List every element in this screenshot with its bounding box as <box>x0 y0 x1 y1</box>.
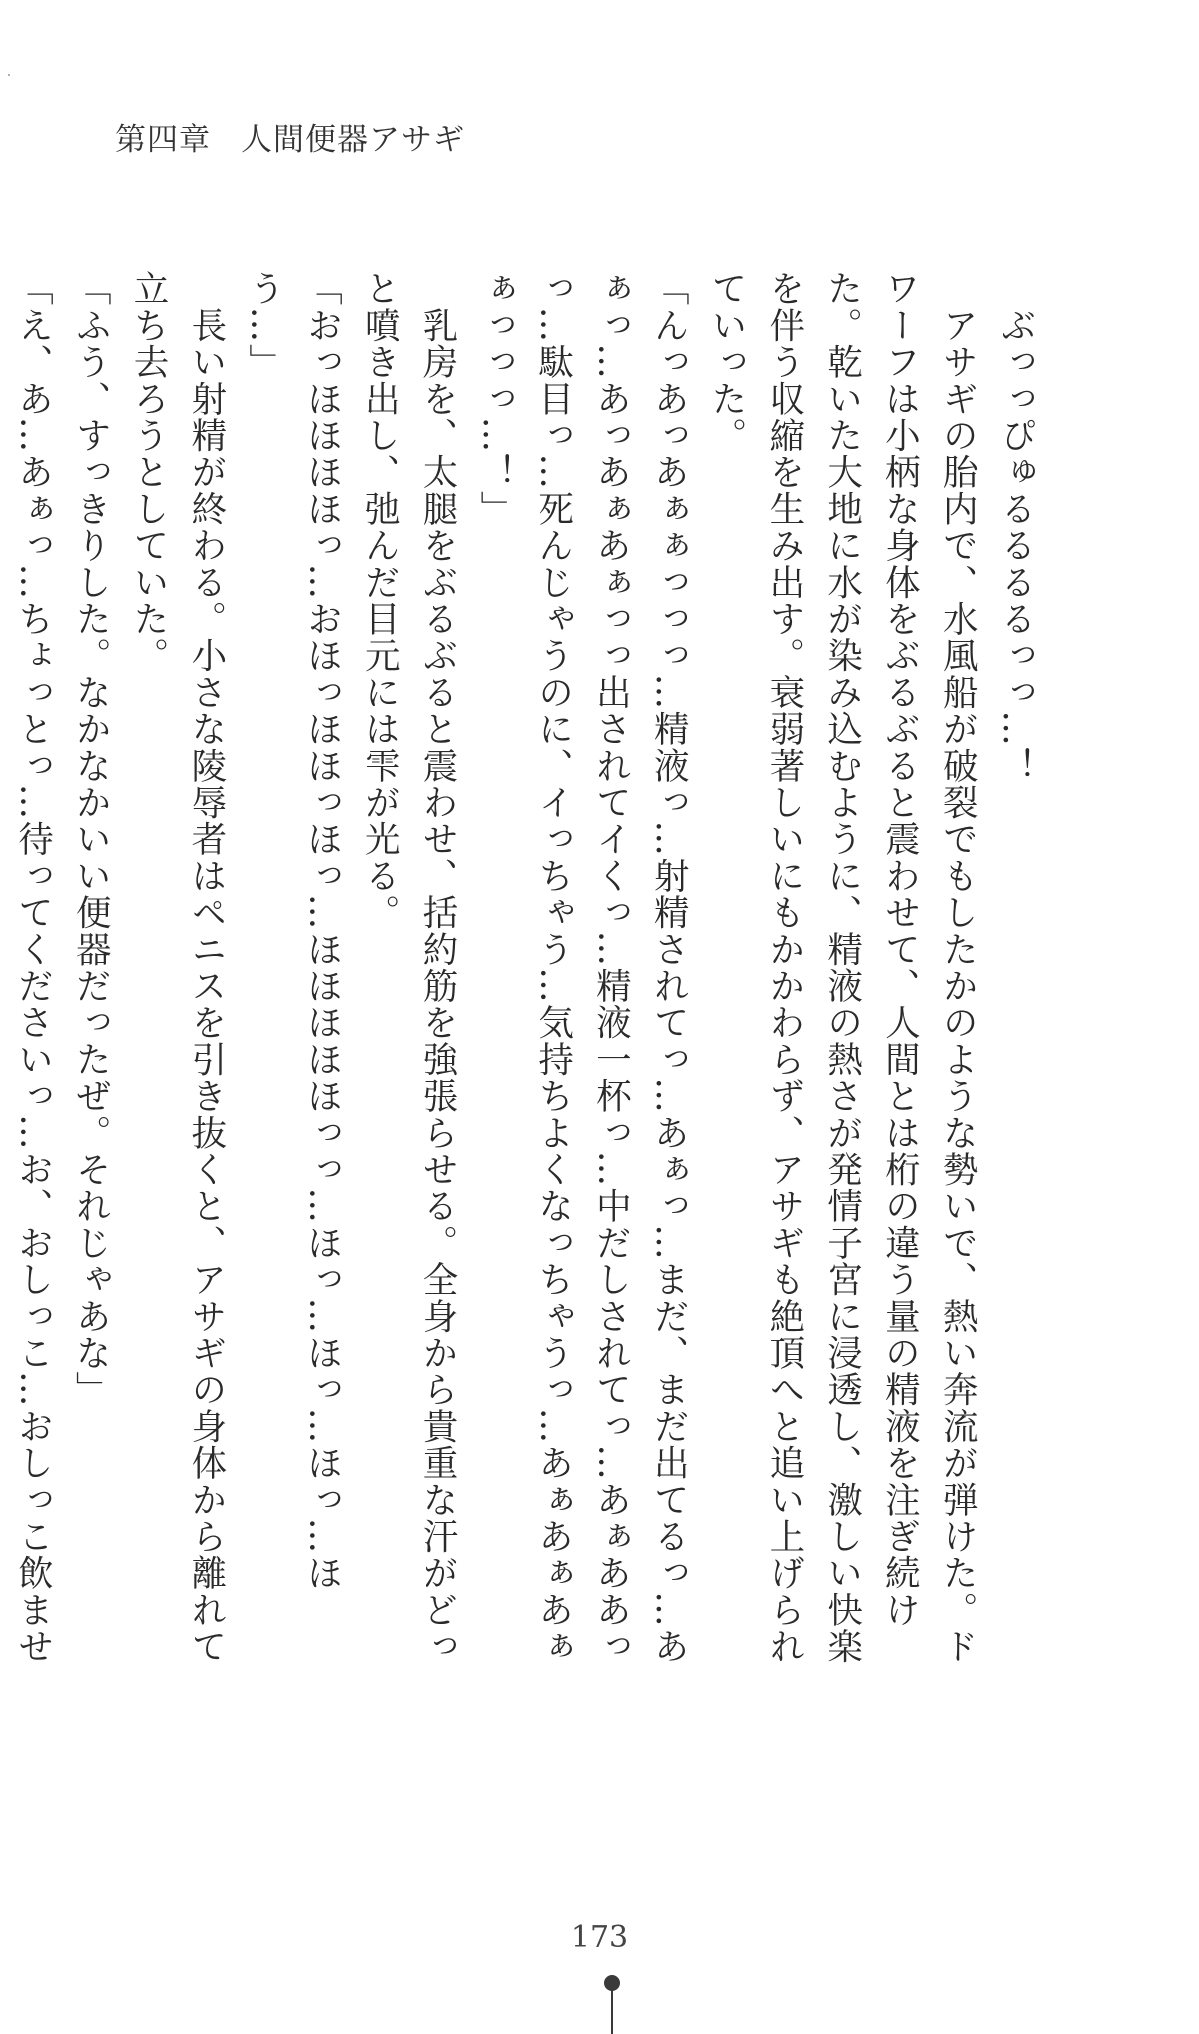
paragraph: 「んっあっあぁぁっっっ…精液っ…射精されてっ…あぁっ…まだ、まだ出てるっ…あぁっ…あっあぁあぁっっ出されてイくっ…精液一杯っ…中だしされてっ…あぁああっっ…駄目っ…死んじゃうのに、イっちゃう…気持ちよくなっちゃうっ…あぁあぁあぁぁっっっ…！」 <box>474 270 690 1665</box>
paragraph: 「ふう、すっきりした。なかなかいい便器だったぜ。それじゃあな」 <box>70 270 112 1408</box>
page-marker-icon <box>604 1975 620 2034</box>
paragraph: 長い射精が終わる。小さな陵辱者はペニスを引き抜くと、アサギの身体から離れて立ち去ろうとしていた。 <box>128 270 227 1665</box>
paragraph: アサギの胎内で、水風船が破裂でもしたかのような勢いで、熱い奔流が弾けた。ドワーフは小柄な身体をぶるぶると震わせて、人間とは桁の違う量の精液を注ぎ続けた。乾いた大地に水が染み込むように、精液の熱さが発情子宮に浸透し、激しい快楽を伴う収縮を生み出す。衰弱著しいにもかかわらず、アサギも絶頂へと追い上げられていった。 <box>706 270 979 1665</box>
paragraph: 乳房を、太腿をぶるぶると震わせ、括約筋を強張らせる。全身から貴重な汗がどっと噴き出し、弛んだ目元には雫が光る。 <box>359 270 459 1665</box>
paragraph: 「え、あ…あぁっ…ちょっとっ…待ってくださいっ…お、おしっこ…おしっこ飲ませ <box>12 270 54 1665</box>
paper-speck <box>8 74 10 76</box>
paragraph: 「おっほほほほっ…おほっほほっほっ…ほほほほほっっ…ほっ…ほっ…ほっ…ほう…」 <box>243 270 343 1592</box>
chapter-label: 第四章 <box>115 122 211 158</box>
paragraph: ぶっっぴゅるるるるっっ…！ <box>995 270 1036 784</box>
running-header <box>115 114 465 159</box>
page-number: 173 <box>570 1920 629 1955</box>
vertical-body-text <box>12 270 1044 1680</box>
chapter-title: 人間便器アサギ <box>241 122 465 158</box>
